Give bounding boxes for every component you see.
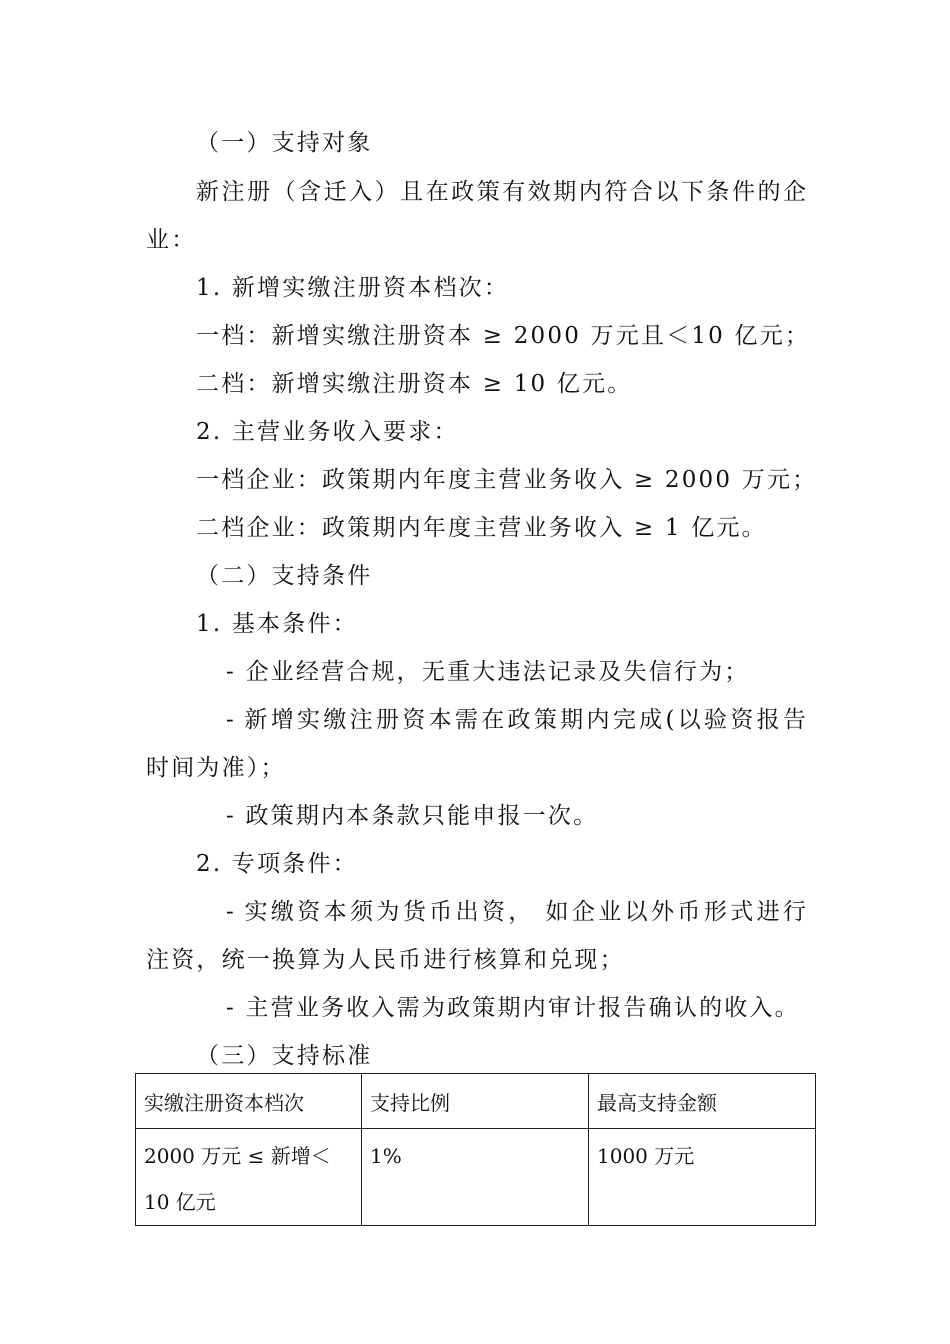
section-heading-support-target: （一）支持对象 [196,130,373,156]
item-basic-conditions-title: 1. 基本条件： [196,611,358,637]
section-heading-support-standard: （三）支持标准 [196,1043,373,1069]
table-cell-capital-range: 2000 万元 ≤ 新增＜10 亿元 [136,1129,362,1226]
item-revenue-tier2: 二档企业：政策期内年度主营业务收入 ≥ 1 亿元。 [196,515,767,541]
table-header-cell: 实缴注册资本档次 [136,1074,362,1129]
item-capital-tier2: 二档：新增实缴注册资本 ≥ 10 亿元。 [196,371,633,397]
bullet-apply-once: - 政策期内本条款只能申报一次。 [226,803,599,829]
bullet-compliance: - 企业经营合规，无重大违法记录及失信行为； [226,659,750,685]
bullet-currency-line2: 注资，统一换算为人民币进行核算和兑现； [146,947,625,973]
table-row [136,1129,816,1226]
item-revenue-title: 2. 主营业务收入要求： [196,419,459,445]
bullet-audited-revenue: - 主营业务收入需为政策期内审计报告确认的收入。 [226,995,800,1021]
bullet-capital-deadline-line1: - 新增实缴注册资本需在政策期内完成(以验资报告 [226,707,806,733]
table-header-row [136,1074,816,1129]
table-cell-support-ratio: 1% [362,1129,589,1226]
table-header-cell: 支持比例 [362,1074,589,1129]
paragraph-intro-line2: 业： [146,227,197,253]
bullet-currency-line1: - 实缴资本须为货币出资， 如企业以外币形式进行 [226,899,806,925]
item-special-conditions-title: 2. 专项条件： [196,851,358,877]
support-standard-table [135,1073,816,1226]
item-revenue-tier1: 一档企业：政策期内年度主营业务收入 ≥ 2000 万元； [196,467,818,493]
table-header-cell: 最高支持金额 [589,1074,816,1129]
bullet-capital-deadline-line2: 时间为准）； [146,755,286,781]
item-capital-tier-title: 1. 新增实缴注册资本档次： [196,275,510,301]
item-capital-tier1: 一档：新增实缴注册资本 ≥ 2000 万元且＜10 亿元； [196,323,811,349]
table-cell-max-amount: 1000 万元 [589,1129,816,1226]
section-heading-support-conditions: （二）支持条件 [196,563,373,589]
paragraph-intro-line1: 新注册（含迁入）且在政策有效期内符合以下条件的企 [196,179,806,205]
